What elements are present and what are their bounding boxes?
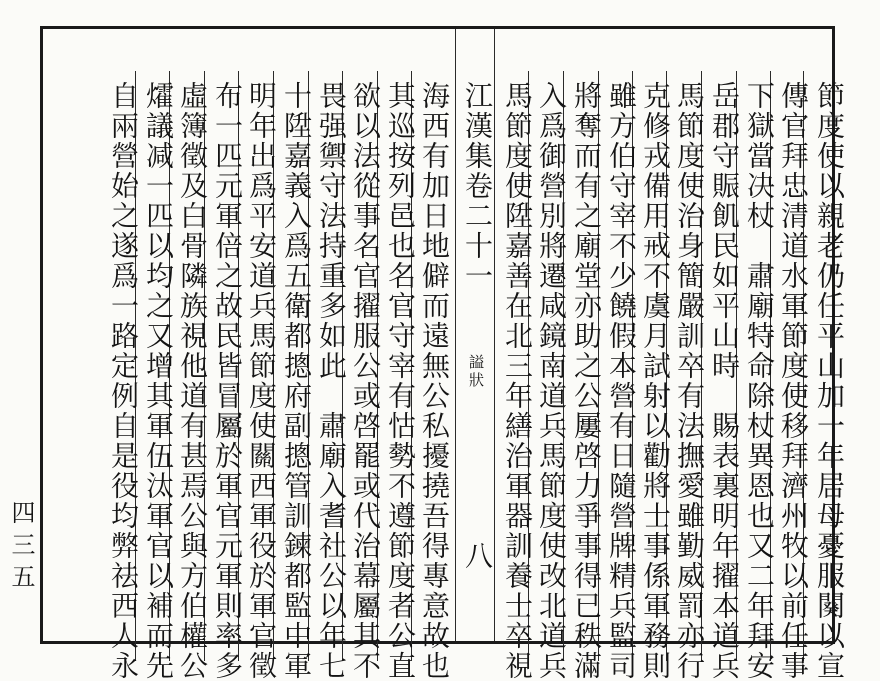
text-column-12: 其巡按列邑也名官守宰有怙勢不遵節度者公直	[384, 81, 417, 681]
page-number: 四三五	[7, 500, 35, 596]
page-border	[40, 26, 846, 681]
text-column-10: 馬節度使陞嘉善在北三年繕治軍器訓養士卒視	[501, 81, 534, 681]
spine-divider-left	[455, 29, 456, 641]
text-column-15: 十陞嘉義入爲五衛都摠府副摠管訓鍊都監中軍	[280, 81, 313, 681]
text-column-17: 布一匹元軍倍之故民皆冒屬於軍官元軍則率多	[211, 81, 244, 681]
text-column-18: 虛簿徵及白骨隣族視他道有甚焉公與方伯權公	[176, 81, 209, 681]
text-column-13: 欲以法從事名官擢服公或啓罷或代治幕屬其不	[349, 81, 382, 681]
text-column-1: 節度使以親老仍任平山加一年居母憂服闋以宣	[813, 81, 846, 681]
spine-divider-right	[494, 29, 495, 641]
text-column-7: 雖方伯守宰不少饒假本營有日隨營牌精兵監司	[605, 81, 638, 681]
text-column-11: 海西有加日地僻而遠無公私擾撓吾得專意故也	[418, 81, 451, 681]
text-column-5: 馬節度使治身簡嚴訓卒有法撫愛雖勤威罰亦行	[673, 81, 706, 681]
text-column-16: 明年出爲平安道兵馬節度使關西軍役於軍官徵	[245, 81, 278, 681]
folio-number: 八	[461, 541, 494, 575]
text-column-6: 克修戎備用戒不虞月試射以勸將士事係軍務則	[639, 81, 672, 681]
text-column-8: 將奪而有之廟堂亦助之公屢啓力爭事得已秩滿	[570, 81, 603, 681]
text-column-19: 㸌議减一匹以均之又增其軍伍汰軍官以補而先	[142, 81, 175, 681]
text-column-9: 入爲御營別將遷咸鏡南道兵馬節度使改北道兵	[535, 81, 568, 681]
text-column-20: 自兩營始之遂爲一路定例自是役均弊祛西人永	[107, 81, 140, 681]
text-column-2: 傳官拜忠清道水軍節度使移拜濟州牧以前任事	[777, 81, 810, 681]
text-column-14: 畏强禦守法持重多如此 肅廟入耆社公以年七	[315, 81, 348, 681]
text-column-4: 岳郡守賑飢民如平山時 賜表裏明年擢本道兵	[708, 81, 741, 681]
text-column-3: 下獄當决杖 肅廟特命除杖異恩也又二年拜安	[743, 81, 776, 681]
section-label: 謚狀	[467, 354, 485, 390]
book-title-volume: 江漢集卷二十一	[461, 81, 494, 291]
